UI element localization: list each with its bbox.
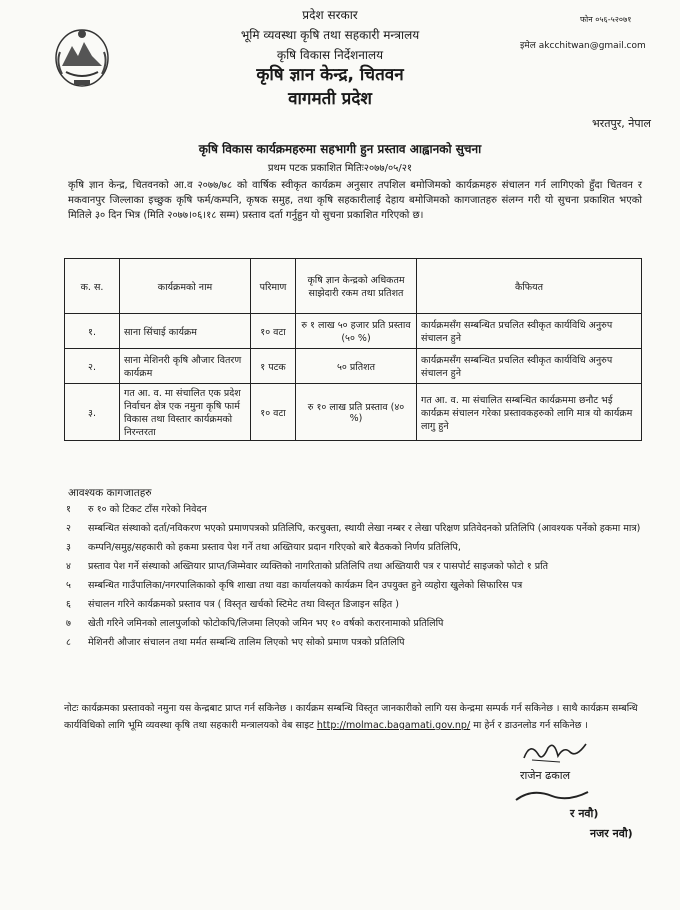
header-province: वागमती प्रदेश	[288, 89, 372, 109]
header-line1: प्रदेश सरकार	[302, 8, 358, 22]
cell-amount: रु १ लाख ५० हजार प्रति प्रस्ताव (५० %)	[296, 314, 417, 349]
list-item	[66, 636, 642, 650]
item-text: प्रस्ताव पेश गर्ने संस्थाको अख्तियार प्राप्त/जिम्मेवार व्यक्तिको नागरिताको प्रतिलिपि तथा अख्तियारी पत्र र पासपोर्ट साइजको फोटो १ प्रति	[88, 561, 548, 572]
place-label: भरतपुर, नेपाल	[592, 117, 651, 130]
email-address: इमेल akcchitwan@gmail.com	[520, 41, 646, 51]
notice-body: कृषि ज्ञान केन्द्र, चितवनको आ.व २०७७/७८ को वार्षिक स्वीकृत कार्यक्रम अनुसार तपशिल बमोजिमको कार्यक्रमहरु संचालन गर्न लागिएको हुँदा चितवन र मकवानपुर जिल्लाका इच्छुक कृषि फर्म/कम्पनि, कृषक समुह, तथा कृषि सहकारीलाई देहाय बमोजिमको कागजातहरु संलग्न गरी यो सुचना प्रकाशित भएको मितिले ३० दिन भित्र (मिति २०७७।०६।१८ सम्म) प्रस्ताव दर्ता गर्नुहुन यो सुचना प्रकाशित गरिएको छ।	[68, 180, 642, 221]
table-row	[65, 384, 642, 441]
cell-name: साना मेशिनरी कृषि औजार वितरण कार्यक्रम	[120, 349, 251, 384]
signatory-name: राजेन ढकाल	[520, 769, 571, 782]
header-name: कार्यक्रमको नाम	[120, 259, 251, 314]
header-qty: परिमाण	[251, 259, 296, 314]
header-remark: कैफियत	[417, 259, 642, 314]
item-number: ६	[66, 599, 71, 610]
cell-sn: ३.	[65, 384, 120, 441]
cell-remark: कार्यक्रमसँग सम्बन्धित प्रचलित स्वीकृत कार्यविधि अनुरुप संचालन हुने	[417, 314, 642, 349]
list-item	[66, 598, 642, 612]
notice-subtitle: प्रथम पटक प्रकाशित मितिः२०७७/०५/२१	[267, 163, 413, 174]
item-text: कम्पनि/समुह/सहकारी को हकमा प्रस्ताव पेश गर्ने तथा अख्तियार प्रदान गरिएको बारे बैठकको निर्णय प्रतिलिपि,	[88, 542, 461, 553]
item-number: ७	[66, 618, 71, 629]
cell-sn: १.	[65, 314, 120, 349]
cell-name: गत आ. व. मा संचालित एक प्रदेश निर्वाचन क्षेत्र एक नमुना कृषि फार्म विकास तथा विस्तार कार्यक्रमको निरन्तरता	[120, 384, 251, 441]
cell-qty: १ पटक	[251, 349, 296, 384]
list-item	[66, 503, 642, 517]
item-text: संचालन गरिने कार्यक्रमको प्रस्ताव पत्र ( विस्तृत खर्चको स्टिमेट तथा विस्तृत डिजाइन सहित )	[88, 599, 399, 610]
note-paragraph	[64, 700, 642, 734]
phone-number: फोन ०५६-५२०७१	[580, 15, 632, 24]
website-link[interactable]: http://molmac.bagamati.gov.np/	[316, 720, 471, 731]
cell-name: साना सिंचाई कार्यक्रम	[120, 314, 251, 349]
note-text-end: मा हेर्न र डाउनलोड गर्न सकिनेछ ।	[470, 720, 588, 731]
header-ministry: भूमि व्यवस्था कृषि तथा सहकारी मन्त्रालय	[240, 28, 420, 42]
cell-qty: १० वटा	[251, 314, 296, 349]
table-header-row	[65, 259, 642, 314]
item-text: खेती गरिने जमिनको लालपुर्जाको फोटोकपि/लिजमा लिएको जमिन भए १० वर्षको करारनामाको प्रतिलिपि	[88, 618, 444, 629]
item-number: १	[66, 504, 71, 515]
list-item	[66, 617, 642, 631]
item-text: सम्बन्धित गाउँपालिका/नगरपालिकाको कृषि शाखा तथा वडा कार्यालयको कार्यक्रम दिन उपयुक्त हुने व्यहोरा खुलेको सिफारिस पत्र	[88, 580, 523, 591]
header-sn: क. स.	[65, 259, 120, 314]
list-item	[66, 579, 642, 593]
item-number: ४	[66, 561, 71, 572]
item-text: मेशिनरी औजार संचालन तथा मर्मत सम्बन्धि तालिम लिएको भए सोको प्रमाण पत्रको प्रतिलिपि	[88, 637, 405, 648]
item-number: ८	[66, 637, 71, 648]
item-text: रु १० को टिकट टाँस गरेको निवेदन	[88, 504, 207, 515]
item-number: ३	[66, 542, 71, 553]
nepal-emblem-icon	[52, 22, 112, 92]
item-number: ५	[66, 580, 71, 591]
cell-sn: २.	[65, 349, 120, 384]
list-item	[66, 541, 642, 555]
list-item	[66, 560, 642, 574]
cell-amount: ५० प्रतिशत	[296, 349, 417, 384]
note-text: नोटः कार्यक्रमका प्रस्तावको नमुना यस केन्द्रबाट प्राप्त गर्न सकिनेछ । कार्यक्रम सम्बन्धि विस्तृत जानकारीको लागि यस केन्द्रमा सम्पर्क गर्न सकिनेछ । साथै कार्यक्रम सम्बन्धि कार्यविधिको लागि भूमि व्यवस्था कृषि तथा सहकारी मन्त्रालयको वेब साइट	[64, 703, 638, 731]
cell-qty: १० वटा	[251, 384, 296, 441]
program-table	[64, 258, 642, 441]
stamp-text-1: र नवौ)	[570, 807, 599, 820]
header-office: कृषि ज्ञान केन्द्र, चितवन	[256, 65, 404, 85]
stamp-mark	[512, 786, 592, 806]
cell-amount: रु १० लाख प्रति प्रस्ताव (४० %)	[296, 384, 417, 441]
signature-mark	[520, 738, 590, 766]
table-row	[65, 314, 642, 349]
cell-remark: कार्यक्रमसँग सम्बन्धित प्रचलित स्वीकृत कार्यविधि अनुरुप संचालन हुने	[417, 349, 642, 384]
stamp-text-2: नजर नवौ)	[590, 827, 633, 840]
cell-remark: गत आ. व. मा संचालित सम्बन्धित कार्यक्रममा छनौट भई कार्यक्रम संचालन गरेका प्रस्तावकहरुको लागि मात्र यो कार्यक्रम लागु हुने	[417, 384, 642, 441]
header-directorate: कृषि विकास निर्देशनालय	[276, 48, 384, 62]
requirements-list	[66, 503, 642, 655]
item-number: २	[66, 523, 71, 534]
table-row	[65, 349, 642, 384]
list-item	[66, 522, 642, 536]
header-amount: कृषि ज्ञान केन्द्रको अधिकतम साझेदारी रकम तथा प्रतिशत	[296, 259, 417, 314]
notice-title: कृषि विकास कार्यक्रमहरुमा सहभागी हुन प्रस्ताव आह्वानको सुचना	[198, 142, 482, 156]
requirements-title: आवश्यक कागजातहरु	[68, 487, 152, 499]
item-text: सम्बन्धित संस्थाको दर्ता/नविकरण भएको प्रमाणपत्रको प्रतिलिपि, करचुक्ता, स्थायी लेखा नम्बर र लेखा परिक्षण प्रतिवेदनको प्रतिलिपि (आवश्यक पर्नेको हकमा मात्र)	[88, 523, 641, 534]
